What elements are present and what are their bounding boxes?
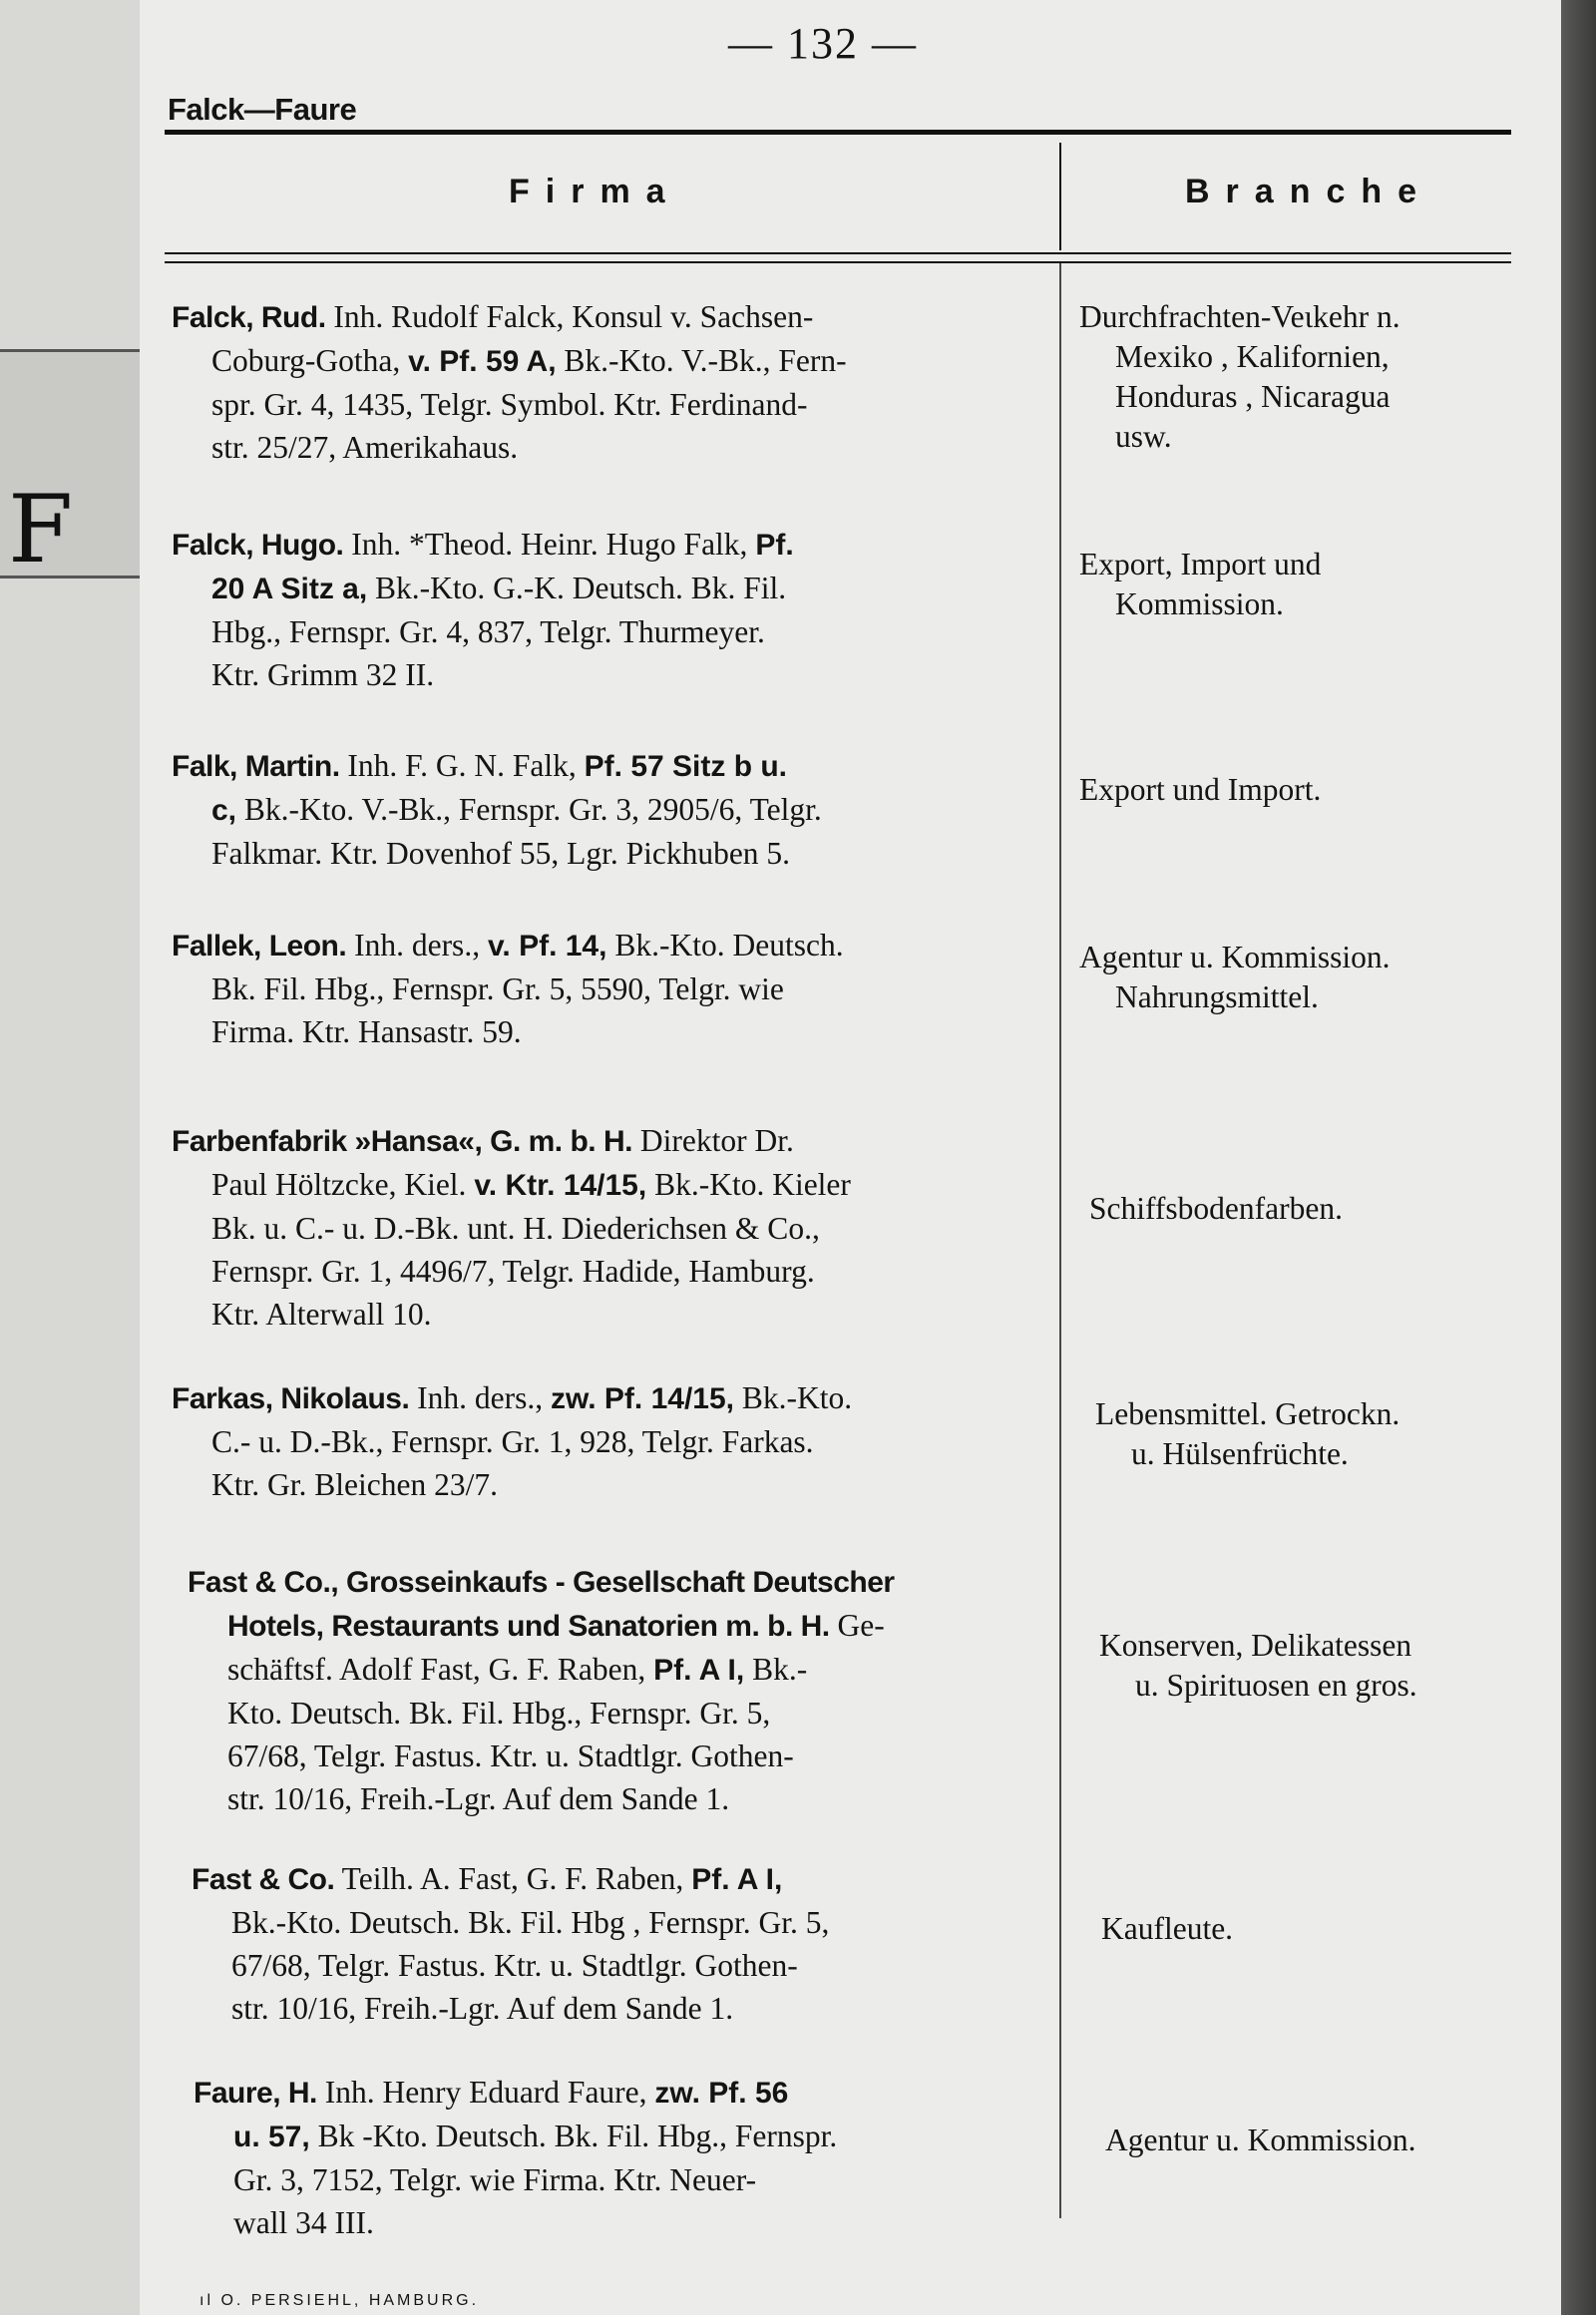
entry-falk-martin: Falk, Martin. Inh. F. G. N. Falk, Pf. 57 Sitz b u. c, Bk.-Kto. V.-Bk., Fernspr. Gr. 3, 2905/6, Telgr. Falkmar. Ktr. Dovenhof 55, Lgr. Pickhuben 5. (172, 748, 822, 871)
page-margin (0, 0, 140, 2315)
entry-fast-co: Fast & Co. Teilh. A. Fast, G. F. Raben, Pf. A I, Bk.-Kto. Deutsch. Bk. Fil. Hbg , Fernspr. Gr. 5, 67/68, Telgr. Fastus. Ktr. u. Stadtlgr. Gothen- str. 10/16, Freih.-Lgr. Auf dem Sande 1. (192, 1861, 830, 2026)
header-rule-1 (165, 252, 1511, 254)
branche-fast-co: Kaufleute. (1101, 1911, 1234, 1946)
page-number: — 132 — (728, 19, 918, 68)
entry-faure-h: Faure, H. Inh. Henry Eduard Faure, zw. Pf. 56 u. 57, Bk -Kto. Deutsch. Bk. Fil. Hbg., Fernspr. Gr. 3, 7152, Telgr. wie Firma. Ktr. Neuer- wall 34 III. (194, 2075, 838, 2240)
branche-falck-hugo: Export, Import und Kommission. (1079, 547, 1322, 621)
running-head: Falck—Faure (168, 92, 357, 127)
scan-edge (1561, 0, 1596, 2315)
branche-falk-martin: Export und Import. (1079, 772, 1322, 807)
branche-farkas-nikolaus: Lebensmittel. Getrockn. u. Hülsenfrüchte. (1095, 1396, 1400, 1471)
branche-farbenfabrik-hansa: Schiffsbodenfarben. (1089, 1191, 1343, 1226)
entry-farkas-nikolaus: Farkas, Nikolaus. Inh. ders., zw. Pf. 14/15, Bk.-Kto. C.- u. D.-Bk., Fernspr. Gr. 1, 928, Telgr. Farkas. Ktr. Gr. Bleichen 23/7. (172, 1380, 853, 1502)
entry-fast-co-grosseinkauf: Fast & Co., Grosseinkaufs - Gesellschaft Deutscher Hotels, Restaurants und Sanatorien m. b. H. Ge- schäftsf. Adolf Fast, G. F. Raben, Pf. A I, Bk.- Kto. Deutsch. Bk. Fil. Hbg., Fernspr. Gr. 5, 67/68, Telgr. Fastus. Ktr. u. Stadtlgr. Gothen- str. 10/16, Freih.-Lgr. Auf dem Sande 1. (188, 1566, 895, 1816)
printer-imprint: ıl O. PERSIEHL, HAMBURG. (200, 2292, 480, 2309)
entry-fallek-leon: Fallek, Leon. Inh. ders., v. Pf. 14, Bk.-Kto. Deutsch. Bk. Fil. Hbg., Fernspr. Gr. 5, 5590, Telgr. wie Firma. Ktr. Hansastr. 59. (172, 928, 844, 1049)
branche-fallek-leon: Agentur u. Kommission. Nahrungsmittel. (1079, 940, 1391, 1014)
entry-name: Falck, Rud. (172, 301, 326, 334)
entry-farbenfabrik-hansa: Farbenfabrik »Hansa«, G. m. b. H. Direktor Dr. Paul Höltzcke, Kiel. v. Ktr. 14/15, Bk.-Kto. Kieler Bk. u. C.- u. D.-Bk. unt. H. Diederichsen & Co., Fernspr. Gr. 1, 4496/7, Telgr. Hadide, Hamburg. Ktr. Alterwall 10. (172, 1123, 851, 1332)
entry-falck-rud: Falck, Rud. Inh. Rudolf Falck, Konsul v. Sachsen- Coburg-Gotha, v. Pf. 59 A, Bk.-Kto. V.-Bk., Fern- spr. Gr. 4, 1435, Telgr. Symbol. Ktr. Ferdinand- str. 25/27, Amerikahaus. (172, 299, 847, 465)
column-divider-header (1059, 143, 1061, 250)
branche-faure-h: Agentur u. Kommission. (1105, 2122, 1416, 2157)
column-header-branche: Branche (1185, 173, 1433, 210)
column-header-firma: Firma (509, 173, 681, 210)
thumb-index-letter: F (8, 476, 74, 584)
top-rule (165, 130, 1511, 135)
branche-falck-rud: Durchfrachten-Veɩkehr n. Mexiko , Kalifornien, Honduras , Nicaragua usw. (1079, 299, 1400, 454)
header-rule-2 (165, 261, 1511, 263)
branche-fast-co-grosseinkauf: Konserven, Delikatessen u. Spirituosen en gros. (1099, 1628, 1417, 1703)
entry-falck-hugo: Falck, Hugo. Inh. *Theod. Heinr. Hugo Falk, Pf. 20 A Sitz a, Bk.-Kto. G.-K. Deutsch. Bk. Fil. Hbg., Fernspr. Gr. 4, 837, Telgr. Thurmeyer. Ktr. Grimm 32 II. (172, 527, 794, 692)
